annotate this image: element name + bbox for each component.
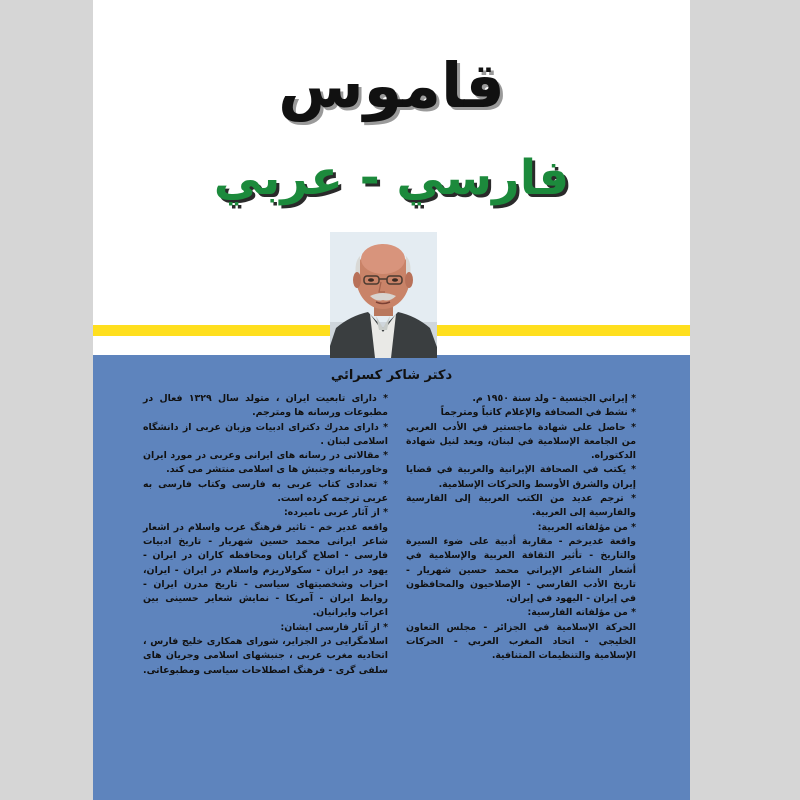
arabic-bio-column	[406, 392, 636, 664]
author-photo	[330, 232, 437, 358]
bio-paragraph: اسلامگرايى در الجزاير، شوراى همكارى خليج فارس ، اتحاديه مغرب عربى ، جنبشهاى اسلامى وجريان هاى سلفى گرى - فرهنگ اصطلاحات سياسى ومطبوعاتى.	[143, 636, 388, 676]
bio-paragraph: الحركة الإسلامية في الجزائر - مجلس التعاون الخليجي - اتحاد المغرب العربي - الحركات الإسلامية والتنظيمات المتنافية.	[406, 621, 636, 662]
bio-paragraph: * نشط في الصحافة والإعلام كاتباً ومترجماً	[440, 407, 636, 419]
bio-paragraph: * تعدادى كتاب عربى به فارسى وكتاب فارسى به عربى ترجمه كرده است.	[143, 478, 388, 505]
bio-paragraph: * يكتب في الصحافة الإيرانية والعربية في قضايا إيران والشرق الأوسط والحركات الإسلامية.	[406, 464, 636, 490]
bio-paragraph: * مقالاتى در رسانه هاى ايرانى وعربى در مورد ايران وخاورميانه وجنبش ها ى اسلامى منتشر مى كند.	[143, 450, 388, 476]
bio-paragraph: واقعة غديرخم - مقاربة أدبية على ضوء السيرة والتاريخ - تأثير الثقافة العربية والإسلامية في أشعار الشاعر الإيراني محمد حسين شهريار - تاريخ الأدب الفارسي - الإصلاحيون والمحافظون في إيران - اليهود في إيران.	[406, 535, 636, 605]
bio-heading: * من مؤلفاته العربية:	[537, 521, 636, 533]
bio-paragraph: * حاصل على شهادة ماجستير في الأدب العربي من الجامعة الإسلامية في لبنان، ويعد لنيل شهادة الدكتوراه.	[406, 421, 636, 462]
book-cover	[93, 0, 690, 800]
bio-paragraph: * داراى تابعيت ايران ، متولد سال ١٣٢٩ فعال در مطبوعات ورسانه ها ومترجم.	[143, 393, 388, 419]
author-name: دكتر شاكر كسرائي	[330, 368, 453, 383]
bio-paragraph: * داراى مدرك دكتراى ادبيات وزبان عربى از دانشگاه اسلامى لبنان .	[143, 421, 388, 447]
bio-paragraph: واقعه غدير خم - تاثير فرهنگ عرب واسلام در اشعار شاعر ايرانى محمد حسين شهريار - تاريخ ادبيات فارسى - اصلاح گرايان ومحافظه كاران در ايران - يهود در ايران - سكولاريزم واسلام در ايران - ايران، احزاب وشخصيتهاى سياسى - تاريخ مدرن ايران - روابط ايران - آمريكا - نمايش شعاير حسينى بين اعراب وايرانيان.	[143, 521, 388, 619]
bio-heading: * از آثار عربى ناميرده:	[283, 507, 388, 519]
book-title: قاموس	[278, 49, 505, 122]
bio-heading: * من مؤلفاته الفارسية:	[527, 607, 636, 619]
persian-bio-column	[143, 392, 388, 678]
book-subtitle: فارسي - عربي	[213, 150, 570, 206]
bio-paragraph: * ترجم عديد من الكتب العربية إلى الفارسية والفارسية إلى العربية.	[406, 493, 636, 519]
bio-heading: * از آثار فارسى ايشان:	[280, 621, 388, 633]
bio-paragraph: * إيراني الجنسية - ولد سنة ١٩٥٠ م.	[472, 393, 636, 404]
